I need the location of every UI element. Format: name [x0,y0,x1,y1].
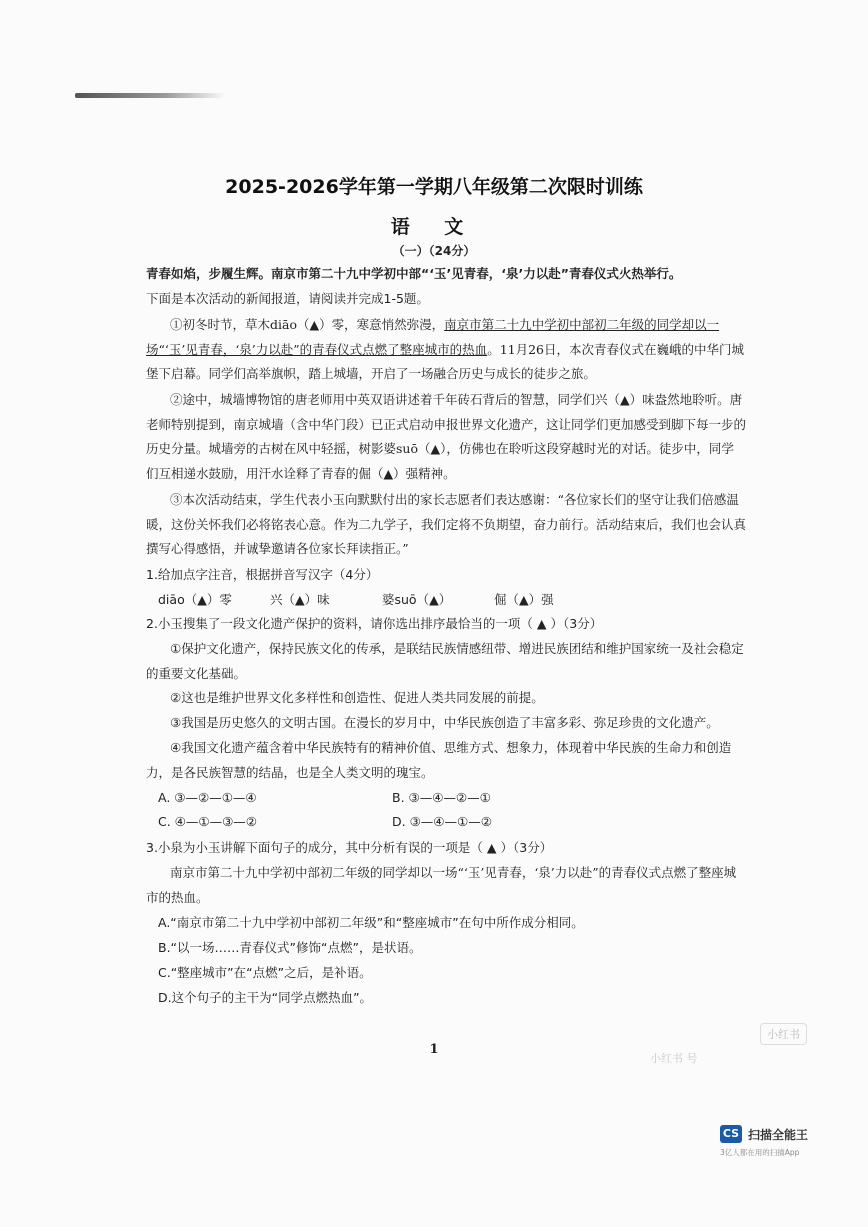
intro-line-2: 下面是本次活动的新闻报道，请阅读并完成1-5题。 [146,291,429,306]
boxed-watermark: 小红书 [760,1023,807,1045]
passage-paragraph-3: ③本次活动结束，学生代表小玉向默默付出的家长志愿者们表达感谢：“各位家长们的坚守让我们倍感温暖，这份关怀我们必将铭表心意。作为二九学子，我们定将不负期望，奋力前行。活动结束后，我们也会认真撰写心得感悟，并诚挚邀请各位家长拜读指正。” [146,492,747,556]
q3-option-c: C.“整座城市”在“点燃”之后，是补语。 [158,965,372,980]
passage-paragraph-2: ②途中，城墙博物馆的唐老师用中英双语讲述着千年砖石背后的智慧，同学们兴（▲）味盎然地聆听。唐老师特别提到，南京城墙（含中华门段）已正式启动申报世界文化遗产，这让同学们更加感受到脚下每一步的历史分量。城墙旁的古树在风中轻摇，树影婆suō（▲），仿佛也在聆听这段穿越时光的对话。徒步中，同学们互相递水鼓励，用汗水诠释了青春的倔（▲）强精神。 [146,392,747,481]
q3-option-a: A.“南京市第二十九中学初中部初二年级”和“整座城市”在句中所作成分相同。 [158,915,584,930]
page-number: 1 [429,1042,439,1057]
intro-line-1: 青春如焰，步履生辉。南京市第二十九中学初中部“‘玉’见青春，‘泉’力以赴”青春仪式火热举行。 [146,266,682,281]
q2-option-c: C. ④—①—③—② [158,814,257,829]
q2-sentence-3: ③我国是历史悠久的文明古国。在漫长的岁月中，中华民族创造了丰富多彩、弥足珍贵的文化遗产。 [170,715,719,730]
q2-option-a: A. ③—②—①—④ [158,790,257,805]
q1-items [158,588,608,612]
q2-sentence-1: ①保护文化遗产，保持民族文化的传承，是联结民族情感纽带、增进民族团结和维护国家统一及社会稳定的重要文化基础。 [146,641,744,681]
section-heading: （一）（24分） [392,244,476,258]
q2-options [158,786,658,834]
q2-option-d: D. ③—④—①—② [392,814,492,829]
p1-underlined-sentence: 南京市第二十九中学初中部初二年级的同学却以一场“‘玉’见青春，‘泉’力以赴”的青春仪式点燃了整座城市的热血 [146,317,720,357]
q3-option-d: D.这个句子的主干为“同学点燃热血”。 [158,990,373,1005]
scanner-tagline: 3亿人都在用的扫描App [720,1148,800,1157]
q2-sentence-2: ②这也是维护世界文化多样性和创造性、促进人类共同发展的前提。 [170,690,544,705]
subject-heading: 语 文 [390,216,478,238]
exam-title: 2025-2026学年第一学期八年级第二次限时训练 [225,176,643,198]
q1-stem: 1.给加点字注音，根据拼音写汉字（4分） [146,567,379,582]
q1-item-3: 婆suō（▲） [382,592,452,607]
faint-watermark: 小红书 号 [650,1052,698,1065]
q3-stem: 3.小泉为小玉讲解下面句子的成分，其中分析有误的一项是（ ▲ ）（3分） [146,840,553,855]
scan-edge-mark [75,93,225,98]
q2-stem: 2.小玉搜集了一段文化遗产保护的资料，请你选出排序最恰当的一项（ ▲ ）（3分） [146,616,603,631]
q2-sentence-4: ④我国文化遗产蕴含着中华民族特有的精神价值、思维方式、想象力，体现着中华民族的生命力和创造力，是各民族智慧的结晶，也是全人类文明的瑰宝。 [146,740,732,780]
q3-sentence: 南京市第二十九中学初中部初二年级的同学却以一场“‘玉’见青春，‘泉’力以赴”的青春仪式点燃了整座城市的热血。 [146,865,737,905]
scanner-app-name: 扫描全能王 [748,1128,809,1142]
q2-option-b: B. ③—④—②—① [392,790,491,805]
q1-item-4: 倔（▲）强 [494,592,554,607]
camscanner-logo-icon: CS [720,1125,742,1143]
p1-start: ①初冬时节，草木diāo（▲）零，寒意悄然弥漫， [170,317,445,332]
q3-option-b: B.“以一场……青春仪式”修饰“点燃”，是状语。 [158,940,422,955]
q1-item-1: diāo（▲）零 [158,592,232,607]
p1-end: 。11月26日，本次青春仪式在巍峨的中华门城堡下启幕。同学们高举旗帜，踏上城墙，开启了一场融合历史与成长的徒步之旅。 [146,341,744,381]
passage-paragraph-1 [146,313,746,387]
q1-item-2: 兴（▲）味 [270,592,330,607]
